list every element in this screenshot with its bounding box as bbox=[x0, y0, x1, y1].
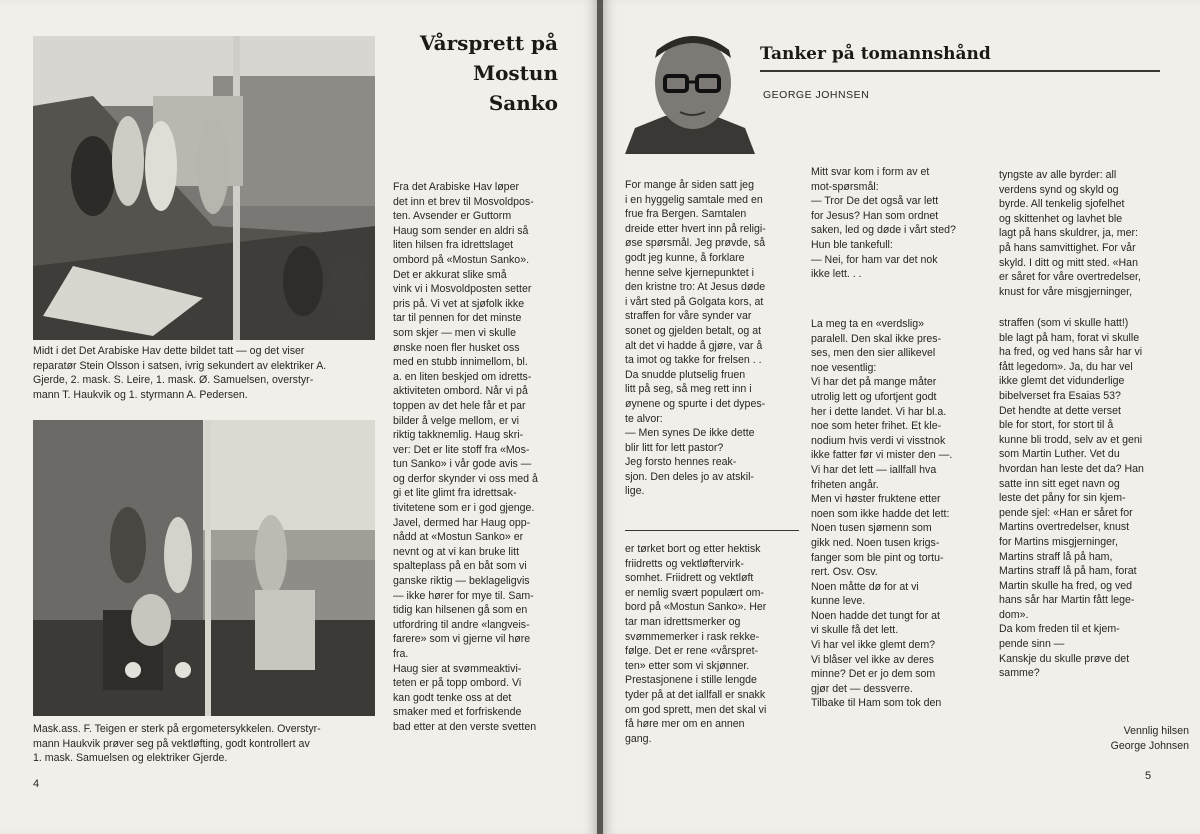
article-title-left: Vårsprett på Mostun Sanko bbox=[419, 31, 558, 115]
caption-bottom: Mask.ass. F. Teigen er sterk på ergometersykkelen. Overstyr- mann Haukvik prøver seg på vektløfting, godt kontrollert av 1. mask. Samuelsen og elektriker Gjerde. bbox=[33, 723, 321, 765]
article-body-left: Fra det Arabiske Hav løper det inn et brev til Mosvoldpos- ten. Avsender er Guttorm Haug som sender en aldri så liten hilsen fra idrettslaget ombord på «Mostun Sanko». Det er akkurat slike små vink vi i Mosvoldposten setter pris på. Vi vet at sjøfolk ikke tar til pennen for det minste som skjer — men vi skulle ønske noen fler husket oss med en stubb innimellom, bl. a. en liten beskjed om idretts- aktiviteten ombord. Når vi på toppen av det hele får et par bilder å velge mellom, er vi riktig takknemlig. Haug skri- ver: Det er lite stoff fra «Mos- tun Sanko» i vår gode avis — og derfor skynder vi oss med å gi et lite glimt fra idrettsak- tivitetene som er i god gjenge. Javel, dermed har Haug opp- nådd at «Mostun Sanko» er nevnt og at vi kan bruke litt spalteplass på en båt som vi ganske riktig — beklageligvis — ikke hører for mye til. Sam- tidig kan hilsenen gå som en utfordring til andre «langveis- farere» som vi gjerne vil høre fra. Haug sier at svømmeaktivi- teten er på topp ombord. Vi kan godt tenke oss at det smaker med et forfriskende bad etter at den verste svetten bbox=[393, 181, 538, 733]
article-title-right: Tanker på tomannshånd bbox=[760, 44, 991, 64]
column-2: Mitt svar kom i form av et mot-spørsmål: — Tror De det også var lett for Jesus? Han som ordnet saken, led og døde i vårt sted? Hun ble tankefull: — Nei, for ham var det nok ikke lett. . . bbox=[811, 166, 956, 281]
byline: GEORGE JOHNSEN bbox=[763, 89, 870, 101]
closing-signature: Vennlig hilsen George Johnsen bbox=[1110, 725, 1189, 752]
column-2-continued: La meg ta en «verdslig» paralell. Den skal ikke pres- ses, men den sier allikevel noe vesentlig: Vi har det på mange måter utrolig lett og ufortjent godt her i dette landet. Vi har bl.a. noe som heter frihet. Et kle- nodium hvis verdi vi visstnok ikke fatter før vi mister den —. Vi har det lett — iallfall hva friheten angår. Men vi høster fruktene etter noen som ikke hadde det lett: Noen tusen sjømenn som gikk ned. Noen tusen krigs- fanger som ble pint og tortu- rert. Osv. Osv. Noen måtte dø for at vi kunne leve. Noen hadde det tungt for at vi skulle få det lett. Vi har vel ikke glemt dem? Vi blåser vel ikke av deres minne? Det er jo dem som gjør det — dessverre. Tilbake til Ham som tok den bbox=[811, 318, 953, 710]
left-page bbox=[0, 0, 597, 834]
column-rule bbox=[625, 530, 799, 531]
caption-top: Midt i det Det Arabiske Hav dette bildet tatt — og det viser reparatør Stein Olsson i satsen, ivrig sekundert av elektriker A. Gjerde, 2. mask. S. Leire, 1. mask. Ø. Samuelsen, overstyr- mann T. Haukvik og 1. styrmann A. Pedersen. bbox=[33, 345, 327, 401]
column-3-continued: straffen (som vi skulle hatt!) ble lagt på ham, forat vi skulle ha fred, og ved hans sår har vi fått legedom». Ja, du har vel ikke glemt det vidunderlige bibelverset fra Esaias 53? Det hendte at dette verset ble for stort, for stort til å kunne bli trodd, selv av et geni som Martin Luther. Vet du hvordan han leste det da? Han satte inn sitt eget navn og leste det påny for sin kjem- pende sjel: «Han er såret for Martins overtredelser, knust for Martins misgjerninger, Martins straff lå på ham, Martins straff lå på ham, forat Martin skulle ha fred, og ved hans sår har Martin fått lege- dom». Da kom freden til et kjem- pende sinn — Kanskje du skulle prøve det samme? bbox=[999, 317, 1144, 680]
column-1: For mange år siden satt jeg i en hyggelig samtale med en frue fra Bergen. Samtalen dreide etter hvert inn på religi- øse spørsmål. Jeg prøvde, så godt jeg kunne, å forklare henne selve kjernepunktet i den kristne tro: At Jesus døde i vårt sted på Golgata kors, at straffen for våre synder var sonet og gjelden betalt, og at alt det vi hadde å gjøre, var å ta imot og takke for frelsen . . Da snudde plutselig fruen litt på seg, så meg rett inn i øynene og spurte i det dypes- te alvor: — Men synes De ikke dette blir litt for lett pastor? Jeg forsto hennes reak- sjon. Den deles jo av atskil- lige. bbox=[625, 179, 766, 498]
column-3: tyngste av alle byrder: all verdens synd og skyld og byrde. All tenkelig sjofelhet og skittenhet og lavhet ble lagt på hans skuldrer, ja, mer: på hans samvittighet. For vår skyld. I ditt og mitt sted. «Han er såret for våre overtredelser, knust for våre misgjerninger, bbox=[999, 169, 1141, 298]
column-1-continued: er tørket bort og etter hektisk friidretts og vektløftervirk- somhet. Friidrett og vektløft er nemlig svært populært om- bord på «Mostun Sanko». Her tar man idrettsmerker og svømmemerker i rask rekke- følge. Det er rene «vårspret- ten» etter som vi skjønner. Prestasjonene i stille lengde tyder på at det iallfall er snakk om god sprett, men det skal vi få høre mer om en annen gang. bbox=[625, 543, 767, 745]
page-number-right: 5 bbox=[1145, 770, 1152, 782]
author-portrait bbox=[625, 28, 755, 154]
photo-deck-crew bbox=[33, 36, 375, 340]
photo-exercise bbox=[33, 420, 375, 716]
right-page bbox=[603, 0, 1200, 834]
title-rule bbox=[760, 70, 1160, 72]
page-number-left: 4 bbox=[33, 778, 40, 790]
